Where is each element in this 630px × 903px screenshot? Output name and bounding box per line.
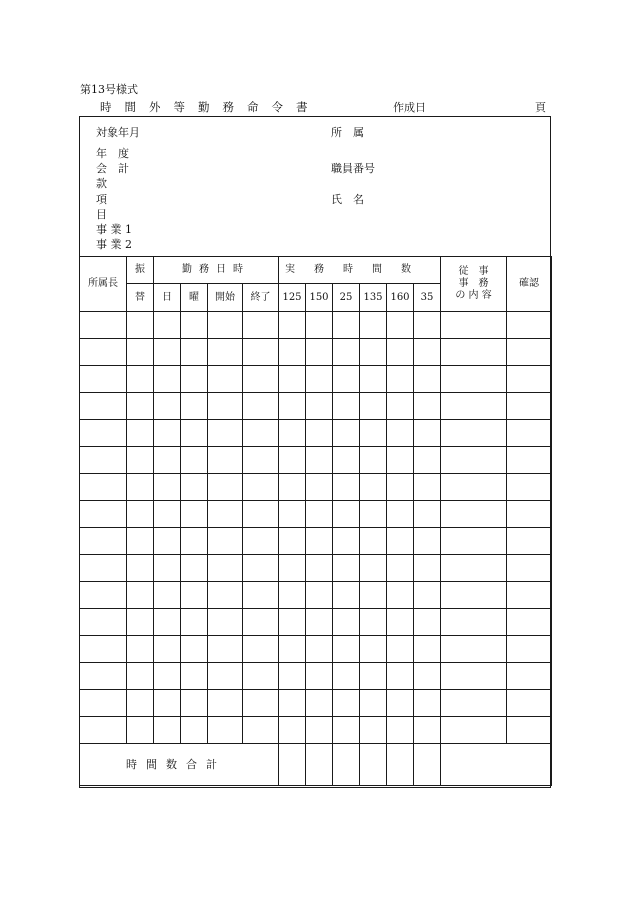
table-cell[interactable] [80, 690, 127, 717]
table-cell[interactable] [154, 420, 181, 447]
table-cell[interactable] [306, 636, 333, 663]
table-row [80, 609, 552, 636]
table-row [80, 474, 552, 501]
chief-header: 所属長 [80, 257, 127, 312]
table-row [80, 555, 552, 582]
table-cell[interactable] [243, 393, 279, 420]
table-cell[interactable] [279, 339, 306, 366]
table-cell[interactable] [414, 393, 441, 420]
table-cell[interactable] [127, 447, 154, 474]
table-cell[interactable] [360, 501, 387, 528]
table-cell[interactable] [181, 339, 208, 366]
table-cell[interactable] [181, 582, 208, 609]
table-cell[interactable] [279, 366, 306, 393]
table-cell[interactable] [154, 636, 181, 663]
rate-25-header: 25 [333, 284, 360, 312]
table-cell[interactable] [360, 636, 387, 663]
table-cell[interactable] [127, 474, 154, 501]
table-cell[interactable] [387, 555, 414, 582]
table-cell[interactable] [243, 636, 279, 663]
table-row [80, 636, 552, 663]
total-cell[interactable] [306, 744, 333, 786]
table-cell[interactable] [441, 393, 507, 420]
table-cell[interactable] [208, 582, 243, 609]
table-cell[interactable] [507, 690, 552, 717]
day-header: 日 [154, 284, 181, 312]
table-cell[interactable] [507, 312, 552, 339]
table-cell[interactable] [333, 636, 360, 663]
table-cell[interactable] [243, 690, 279, 717]
table-cell[interactable] [154, 447, 181, 474]
table-cell[interactable] [306, 555, 333, 582]
table-cell[interactable] [279, 555, 306, 582]
table-cell[interactable] [208, 717, 243, 744]
table-cell[interactable] [127, 528, 154, 555]
table-cell[interactable] [181, 555, 208, 582]
table-cell[interactable] [127, 609, 154, 636]
table-cell[interactable] [441, 528, 507, 555]
table-cell[interactable] [154, 366, 181, 393]
table-cell[interactable] [333, 393, 360, 420]
table-cell[interactable] [279, 420, 306, 447]
table-cell[interactable] [333, 609, 360, 636]
table-cell[interactable] [441, 366, 507, 393]
table-cell[interactable] [306, 420, 333, 447]
table-cell[interactable] [414, 312, 441, 339]
table-cell[interactable] [80, 609, 127, 636]
transfer-header-top: 振 [127, 257, 154, 284]
table-row [80, 420, 552, 447]
table-cell[interactable] [507, 474, 552, 501]
table-cell[interactable] [441, 501, 507, 528]
table-cell[interactable] [507, 501, 552, 528]
table-cell[interactable] [414, 663, 441, 690]
table-cell[interactable] [333, 555, 360, 582]
table-cell[interactable] [243, 663, 279, 690]
table-cell[interactable] [279, 393, 306, 420]
table-cell[interactable] [80, 555, 127, 582]
table-cell[interactable] [181, 474, 208, 501]
table-cell[interactable] [80, 420, 127, 447]
table-cell[interactable] [208, 393, 243, 420]
table-cell[interactable] [441, 582, 507, 609]
table-cell[interactable] [507, 420, 552, 447]
table-cell[interactable] [414, 609, 441, 636]
table-cell[interactable] [279, 312, 306, 339]
table-cell[interactable] [243, 366, 279, 393]
table-cell[interactable] [154, 582, 181, 609]
table-cell[interactable] [127, 501, 154, 528]
table-cell[interactable] [127, 663, 154, 690]
table-cell[interactable] [387, 474, 414, 501]
table-cell[interactable] [507, 528, 552, 555]
table-cell[interactable] [360, 447, 387, 474]
table-cell[interactable] [441, 474, 507, 501]
table-cell[interactable] [306, 609, 333, 636]
table-cell[interactable] [306, 312, 333, 339]
created-date-label: 作成日 [393, 101, 426, 114]
table-cell[interactable] [414, 420, 441, 447]
table-row [80, 393, 552, 420]
table-cell[interactable] [80, 393, 127, 420]
table-cell[interactable] [507, 366, 552, 393]
table-row [80, 690, 552, 717]
table-cell[interactable] [306, 528, 333, 555]
table-cell[interactable] [127, 690, 154, 717]
table-cell[interactable] [306, 582, 333, 609]
duty-content-line3: の 内 容 [455, 290, 492, 301]
total-cell[interactable] [279, 744, 306, 786]
table-cell[interactable] [127, 393, 154, 420]
table-cell[interactable] [360, 582, 387, 609]
table-cell[interactable] [127, 555, 154, 582]
table-row [80, 663, 552, 690]
table-cell[interactable] [208, 609, 243, 636]
table-cell[interactable] [154, 663, 181, 690]
end-header: 終了 [243, 284, 279, 312]
rate-35-header: 35 [414, 284, 441, 312]
table-cell[interactable] [127, 366, 154, 393]
table-cell[interactable] [243, 447, 279, 474]
table-cell[interactable] [306, 339, 333, 366]
table-cell[interactable] [360, 690, 387, 717]
table-cell[interactable] [208, 555, 243, 582]
table-cell[interactable] [333, 501, 360, 528]
table-cell[interactable] [181, 609, 208, 636]
table-cell[interactable] [333, 420, 360, 447]
table-cell[interactable] [387, 663, 414, 690]
table-cell[interactable] [181, 366, 208, 393]
table-cell[interactable] [387, 609, 414, 636]
transfer-header-bottom: 替 [127, 284, 154, 312]
table-row [80, 312, 552, 339]
duty-content-line1: 従 事 [458, 266, 489, 277]
table-cell[interactable] [181, 420, 208, 447]
table-cell[interactable] [360, 339, 387, 366]
table-cell[interactable] [208, 339, 243, 366]
table-cell[interactable] [387, 501, 414, 528]
table-cell[interactable] [243, 501, 279, 528]
table-cell[interactable] [306, 501, 333, 528]
table-cell[interactable] [387, 447, 414, 474]
table-cell[interactable] [80, 528, 127, 555]
table-cell[interactable] [208, 636, 243, 663]
table-cell[interactable] [414, 447, 441, 474]
table-cell[interactable] [80, 501, 127, 528]
table-cell[interactable] [279, 501, 306, 528]
table-cell[interactable] [306, 474, 333, 501]
staff-number-label: 職員番号 [331, 162, 375, 175]
table-cell[interactable] [127, 339, 154, 366]
table-cell[interactable] [154, 609, 181, 636]
table-cell[interactable] [414, 582, 441, 609]
table-cell[interactable] [243, 474, 279, 501]
table-cell[interactable] [181, 636, 208, 663]
duty-content-line2: 事 務 [458, 278, 489, 289]
table-cell[interactable] [441, 636, 507, 663]
table-row [80, 582, 552, 609]
table-cell[interactable] [127, 636, 154, 663]
table-cell[interactable] [243, 420, 279, 447]
table-cell[interactable] [154, 339, 181, 366]
kou-label: 項 [96, 193, 107, 206]
table-cell[interactable] [507, 663, 552, 690]
table-cell[interactable] [181, 312, 208, 339]
table-cell[interactable] [279, 717, 306, 744]
table-cell[interactable] [414, 555, 441, 582]
start-header: 開始 [208, 284, 243, 312]
table-cell[interactable] [360, 366, 387, 393]
table-cell[interactable] [306, 663, 333, 690]
table-cell[interactable] [243, 582, 279, 609]
table-cell[interactable] [208, 528, 243, 555]
table-cell[interactable] [414, 474, 441, 501]
table-cell[interactable] [80, 312, 127, 339]
table-cell[interactable] [127, 717, 154, 744]
total-row [80, 744, 552, 786]
total-remainder-cell [441, 744, 552, 786]
table-cell[interactable] [154, 474, 181, 501]
table-cell[interactable] [414, 717, 441, 744]
rate-125-header: 125 [279, 284, 306, 312]
table-cell[interactable] [414, 690, 441, 717]
table-cell[interactable] [243, 312, 279, 339]
table-cell[interactable] [279, 528, 306, 555]
form-frame [79, 116, 551, 788]
table-cell[interactable] [333, 447, 360, 474]
table-cell[interactable] [181, 393, 208, 420]
table-cell[interactable] [441, 312, 507, 339]
form-title: 時間外等勤務命令書 [100, 100, 321, 114]
rate-160-header: 160 [387, 284, 414, 312]
table-cell[interactable] [208, 366, 243, 393]
table-cell[interactable] [441, 609, 507, 636]
table-cell[interactable] [360, 555, 387, 582]
form-number: 第13号様式 [80, 83, 138, 96]
table-cell[interactable] [181, 663, 208, 690]
table-cell[interactable] [360, 717, 387, 744]
table-cell[interactable] [441, 447, 507, 474]
project2-label: 事 業 2 [96, 238, 132, 251]
table-cell[interactable] [127, 420, 154, 447]
table-cell[interactable] [333, 582, 360, 609]
table-row [80, 366, 552, 393]
target-month-label: 対象年月 [96, 126, 140, 139]
table-cell[interactable] [360, 393, 387, 420]
table-cell[interactable] [80, 717, 127, 744]
table-cell[interactable] [387, 420, 414, 447]
table-cell[interactable] [507, 555, 552, 582]
total-cell[interactable] [414, 744, 441, 786]
table-cell[interactable] [306, 393, 333, 420]
table-cell[interactable] [507, 393, 552, 420]
table-cell[interactable] [279, 609, 306, 636]
table-cell[interactable] [208, 690, 243, 717]
table-cell[interactable] [181, 690, 208, 717]
overtime-table [79, 256, 552, 786]
table-cell[interactable] [80, 474, 127, 501]
actual-hours-header: 実務時間数 [279, 257, 441, 284]
table-cell[interactable] [243, 609, 279, 636]
table-cell[interactable] [333, 663, 360, 690]
name-label: 氏 名 [331, 193, 364, 206]
table-cell[interactable] [208, 420, 243, 447]
table-cell[interactable] [441, 663, 507, 690]
table-cell[interactable] [243, 528, 279, 555]
table-cell[interactable] [507, 582, 552, 609]
table-cell[interactable] [333, 690, 360, 717]
table-cell[interactable] [333, 339, 360, 366]
table-cell[interactable] [279, 636, 306, 663]
table-cell[interactable] [360, 312, 387, 339]
table-cell[interactable] [387, 528, 414, 555]
table-cell[interactable] [181, 528, 208, 555]
table-cell[interactable] [181, 717, 208, 744]
table-cell[interactable] [360, 420, 387, 447]
table-cell[interactable] [441, 717, 507, 744]
table-cell[interactable] [208, 501, 243, 528]
table-cell[interactable] [243, 339, 279, 366]
table-cell[interactable] [279, 663, 306, 690]
rate-150-header: 150 [306, 284, 333, 312]
table-cell[interactable] [414, 636, 441, 663]
table-cell[interactable] [333, 474, 360, 501]
table-cell[interactable] [306, 447, 333, 474]
table-cell[interactable] [154, 690, 181, 717]
table-cell[interactable] [154, 312, 181, 339]
table-cell[interactable] [507, 609, 552, 636]
table-cell[interactable] [414, 339, 441, 366]
table-cell[interactable] [127, 312, 154, 339]
accounting-label: 会 計 [96, 162, 129, 175]
table-cell[interactable] [279, 690, 306, 717]
confirm-header: 確認 [507, 257, 552, 312]
table-cell[interactable] [306, 366, 333, 393]
table-cell[interactable] [181, 447, 208, 474]
table-cell[interactable] [507, 447, 552, 474]
work-datetime-header: 勤務日時 [154, 257, 279, 284]
info-section [80, 117, 552, 257]
table-cell[interactable] [387, 636, 414, 663]
table-cell[interactable] [387, 339, 414, 366]
page-label: 頁 [535, 101, 546, 114]
table-cell[interactable] [154, 555, 181, 582]
table-cell[interactable] [333, 528, 360, 555]
table-cell[interactable] [507, 339, 552, 366]
table-cell[interactable] [441, 690, 507, 717]
table-cell[interactable] [387, 690, 414, 717]
table-cell[interactable] [414, 366, 441, 393]
table-cell[interactable] [441, 420, 507, 447]
table-cell[interactable] [80, 339, 127, 366]
project1-label: 事 業 1 [96, 223, 132, 236]
data-rows [80, 312, 552, 744]
kan-label: 款 [96, 177, 107, 190]
table-row [80, 528, 552, 555]
table-cell[interactable] [387, 393, 414, 420]
table-cell[interactable] [279, 474, 306, 501]
table-cell[interactable] [441, 555, 507, 582]
table-cell[interactable] [333, 366, 360, 393]
table-cell[interactable] [243, 717, 279, 744]
table-cell[interactable] [80, 366, 127, 393]
table-row [80, 447, 552, 474]
table-cell[interactable] [387, 366, 414, 393]
table-cell[interactable] [80, 447, 127, 474]
table-cell[interactable] [127, 582, 154, 609]
table-cell[interactable] [154, 393, 181, 420]
table-cell[interactable] [243, 555, 279, 582]
table-cell[interactable] [279, 447, 306, 474]
table-cell[interactable] [441, 339, 507, 366]
table-cell[interactable] [181, 501, 208, 528]
table-cell[interactable] [360, 609, 387, 636]
table-cell[interactable] [414, 501, 441, 528]
table-cell[interactable] [80, 582, 127, 609]
table-cell[interactable] [208, 663, 243, 690]
table-cell[interactable] [387, 582, 414, 609]
table-cell[interactable] [507, 636, 552, 663]
table-cell[interactable] [387, 312, 414, 339]
affiliation-label: 所 属 [331, 126, 364, 139]
table-row [80, 339, 552, 366]
table-cell[interactable] [279, 582, 306, 609]
table-cell[interactable] [208, 474, 243, 501]
total-cell[interactable] [387, 744, 414, 786]
table-row [80, 717, 552, 744]
rate-135-header: 135 [360, 284, 387, 312]
table-cell[interactable] [360, 474, 387, 501]
table-cell[interactable] [333, 312, 360, 339]
table-cell[interactable] [360, 528, 387, 555]
weekday-header: 曜 [181, 284, 208, 312]
table-cell[interactable] [80, 663, 127, 690]
moku-label: 目 [96, 208, 107, 221]
table-cell[interactable] [208, 447, 243, 474]
fiscal-year-label: 年 度 [96, 147, 129, 160]
table-cell[interactable] [154, 528, 181, 555]
table-cell[interactable] [306, 690, 333, 717]
table-cell[interactable] [154, 501, 181, 528]
table-cell[interactable] [154, 717, 181, 744]
table-cell[interactable] [306, 717, 333, 744]
table-cell[interactable] [360, 663, 387, 690]
table-cell[interactable] [208, 312, 243, 339]
total-cell[interactable] [360, 744, 387, 786]
total-cell[interactable] [333, 744, 360, 786]
table-cell[interactable] [507, 717, 552, 744]
table-row [80, 501, 552, 528]
table-cell[interactable] [387, 717, 414, 744]
table-cell[interactable] [333, 717, 360, 744]
table-cell[interactable] [80, 636, 127, 663]
total-hours-label: 時間数合計 [80, 744, 279, 786]
table-cell[interactable] [414, 528, 441, 555]
duty-content-header [441, 257, 507, 312]
